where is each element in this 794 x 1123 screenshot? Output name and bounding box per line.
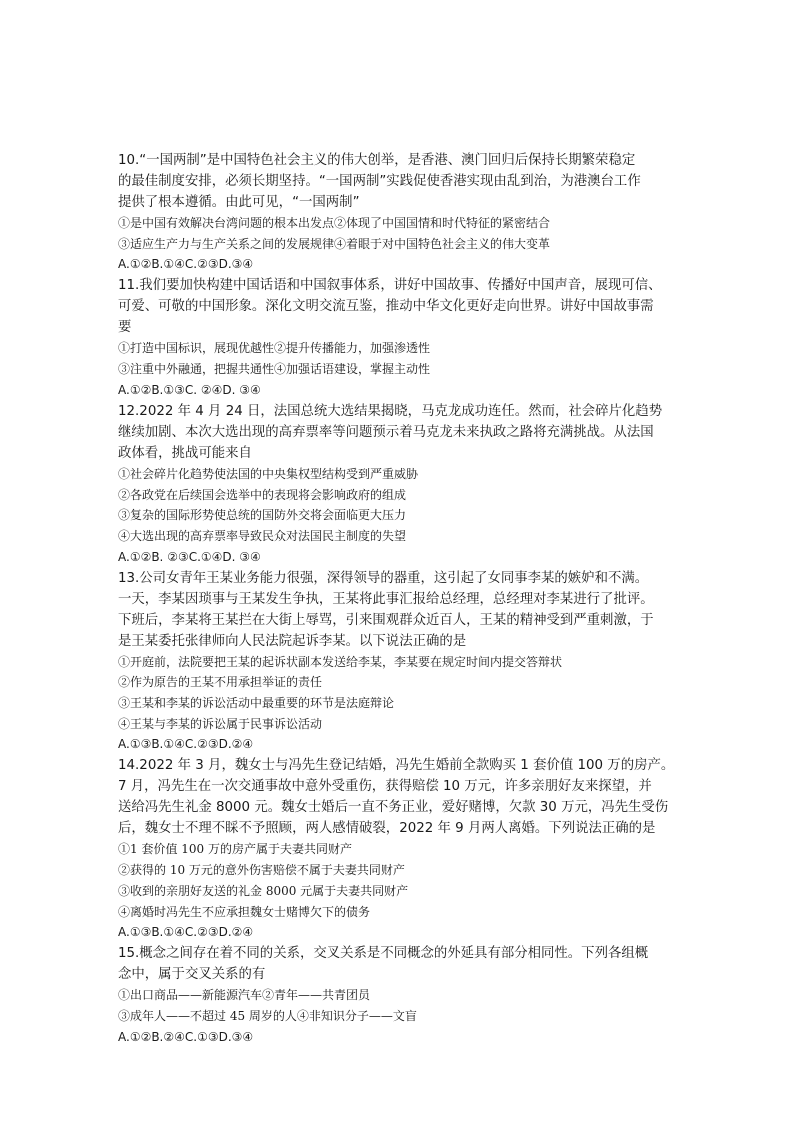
stem-line: 14.2022 年 3 月，魏女士与冯先生登记结婚，冯先生婚前全款购买 1 套价值 100 万的房产。 <box>118 758 675 774</box>
stem-line: 念中，属于交叉关系的有 <box>118 967 266 983</box>
option-line: ②获得的 10 万元的意外伤害赔偿不属于夫妻共同财产 <box>118 863 405 878</box>
option-line: ③注重中外融通，把握共通性④加强话语建设，掌握主动性 <box>118 362 431 377</box>
option-line: ③适应生产力与生产关系之间的发展规律④着眼于对中国特色社会主义的伟大变革 <box>118 236 551 251</box>
stem-line: 的最佳制度安排，必须长期坚持。“一国两制”实践促使香港实现由乱到治，为港澳台工作 <box>118 174 641 189</box>
answer-choices: A.①②B.①③C. ②④D. ③④ <box>118 382 261 397</box>
question-12 <box>118 401 678 568</box>
question-10 <box>118 150 678 275</box>
stem-line: 10.“一国两制”是中国特色社会主义的伟大创举，是香港、澳门回归后保持长期繁荣稳定 <box>118 153 636 168</box>
option-line: ①开庭前，法院要把王某的起诉状副本发送给李某，李某要在规定时间内提交答辩状 <box>118 654 563 669</box>
stem-line: 政体看，挑战可能来自 <box>118 445 252 461</box>
option-line: ③成年人——不超过 45 周岁的人④非知识分子——文盲 <box>118 1008 417 1023</box>
question-11 <box>118 275 678 400</box>
option-line: ①出口商品——新能源汽车②青年——共青团员 <box>118 988 371 1003</box>
stem-line: 要 <box>118 320 132 336</box>
question-13 <box>118 568 678 756</box>
option-line: ②作为原告的王某不用承担举证的责任 <box>118 675 323 690</box>
stem-line: 13.公司女青年王某业务能力很强，深得领导的器重，这引起了女同事李某的嫉妒和不满。 <box>118 570 649 586</box>
stem-line: 提供了根本遵循。由此可见，“一国两制” <box>118 195 360 210</box>
stem-line: 11.我们要加快构建中国话语和中国叙事体系，讲好中国故事、传播好中国声音，展现可信、 <box>118 278 662 294</box>
answer-choices: A.①②B.①④C.②③D.③④ <box>118 257 254 272</box>
question-15 <box>118 943 678 1047</box>
stem-line: 送给冯先生礼金 8000 元。魏女士婚后一直不务正业，爱好赌博，欠款 30 万元，冯先生受伤 <box>118 800 669 816</box>
answer-choices: A.①②B. ②③C.①④D. ③④ <box>118 549 261 564</box>
question-stem <box>118 755 678 839</box>
question-stem <box>118 401 678 464</box>
option-line: ①是中国有效解决台湾问题的根本出发点②体现了中国国情和时代特征的紧密结合 <box>118 216 551 230</box>
stem-line: 可爱、可敬的中国形象。深化文明交流互鉴，推动中华文化更好走向世界。讲好中国故事需 <box>118 299 654 315</box>
exam-page <box>118 150 678 1048</box>
option-line: ④王某与李某的诉讼属于民事诉讼活动 <box>118 716 323 731</box>
question-stem <box>118 568 678 652</box>
stem-line: 一天，李某因琐事与王某发生争执，王某将此事汇报给总经理，总经理对李某进行了批评。 <box>118 591 654 607</box>
option-line: ③王某和李某的诉讼活动中最重要的环节是法庭辩论 <box>118 696 395 711</box>
answer-choices: A.①②B.②④C.①③D.③④ <box>118 1029 254 1044</box>
option-line: ①打造中国标识，展现优越性②提升传播能力，加强渗透性 <box>118 341 431 356</box>
option-line: ④离婚时冯先生不应承担魏女士赌博欠下的债务 <box>118 904 371 919</box>
stem-line: 继续加剧、本次大选出现的高弃票率等问题预示着马克龙未来执政之路将充满挑战。从法国 <box>118 424 654 440</box>
stem-line: 12.2022 年 4 月 24 日，法国总统大选结果揭晓，马克龙成功连任。然而，社会碎片化趋势 <box>118 403 663 419</box>
answer-choices: A.①③B.①④C.②③D.②④ <box>118 737 254 752</box>
option-line: ④大选出现的高弃票率导致民众对法国民主制度的失望 <box>118 528 407 543</box>
option-line: ①1 套价值 100 万的房产属于夫妻共同财产 <box>118 842 352 857</box>
option-line: ③收到的亲朋好友送的礼金 8000 元属于夫妻共同财产 <box>118 883 409 898</box>
option-line: ①社会碎片化趋势使法国的中央集权型结构受到严重威胁 <box>118 466 419 481</box>
stem-line: 7 月，冯先生在一次交通事故中意外受重伤，获得赔偿 10 万元，许多亲朋好友来探望，并 <box>118 779 652 795</box>
stem-line: 下班后，李某将王某拦在大街上辱骂，引来围观群众近百人，王某的精神受到严重刺激，于 <box>118 612 654 628</box>
question-stem <box>118 943 678 985</box>
question-14 <box>118 755 678 943</box>
question-stem <box>118 150 678 213</box>
stem-line: 15.概念之间存在着不同的关系，交叉关系是不同概念的外延具有部分相同性。下列各组概 <box>118 946 649 962</box>
stem-line: 是王某委托张律师向人民法院起诉李某。以下说法正确的是 <box>118 633 467 649</box>
stem-line: 后，魏女士不理不睬不予照顾，两人感情破裂，2022 年 9 月两人离婚。下列说法正确的是 <box>118 821 656 837</box>
option-line: ②各政党在后续国会选举中的表现将会影响政府的组成 <box>118 487 407 502</box>
answer-choices: A.①③B.①④C.②③D.②④ <box>118 925 254 940</box>
option-line: ③复杂的国际形势使总统的国防外交将会面临更大压力 <box>118 508 407 523</box>
question-stem <box>118 275 678 338</box>
